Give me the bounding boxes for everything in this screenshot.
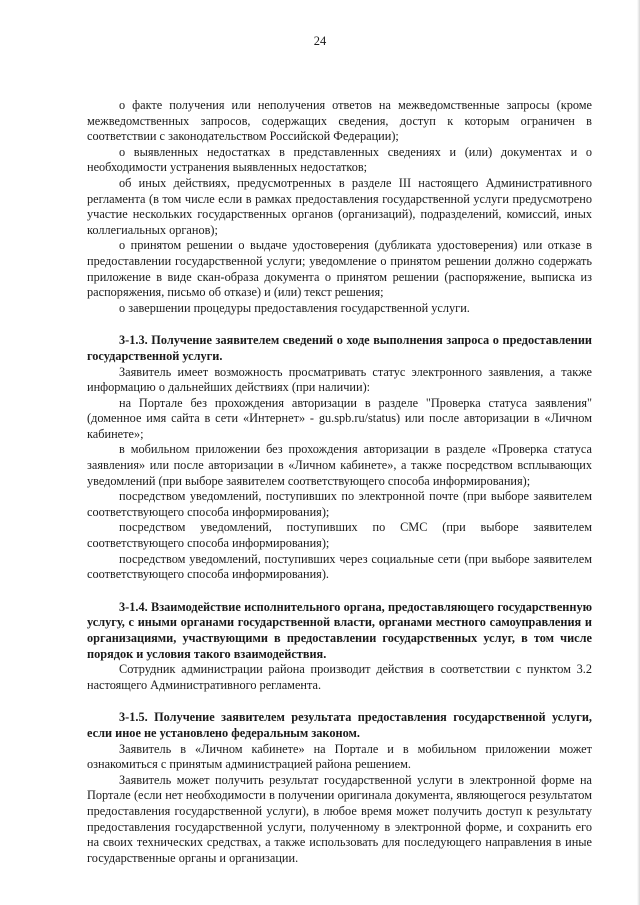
paragraph: посредством уведомлений, поступивших через социальные сети (при выборе заявителем соответствующего способа информирования). bbox=[87, 551, 592, 582]
section-heading: 3-1.4. Взаимодействие исполнительного органа, предоставляющего государственную услугу, с иными органами государственной власти, органами местного самоуправления и организациями, участвующими в предоставлении государственных услуг, в том числе порядок и условия такого взаимодействия. bbox=[87, 599, 592, 661]
paragraph: об иных действиях, предусмотренных в разделе III настоящего Административного регламента (в том числе если в рамках предоставления государственной услуги предусмотрено участие нескольких государственных органов (организаций), подразделений, комиссий, иных коллегиальных органов); bbox=[87, 175, 592, 237]
paragraph: посредством уведомлений, поступивших по СМС (при выборе заявителем соответствующего способа информирования); bbox=[87, 520, 592, 551]
section-gap bbox=[87, 316, 592, 333]
section-gap bbox=[87, 693, 592, 710]
document-body bbox=[87, 98, 592, 866]
paragraph: о факте получения или неполучения ответов на межведомственные запросы (кроме межведомственных запросов, содержащих сведения, доступ к которым ограничен в соответствии с законодательством Российской Федерации); bbox=[87, 98, 592, 144]
paragraph: о принятом решении о выдаче удостоверения (дубликата удостоверения) или отказе в предоставлении государственной услуги; уведомление о принятом решении должно содержать приложение в виде скан-образа документа о принятом решении (распоряжение, выписка из распоряжения, письмо об отказе) и (или) текст решения; bbox=[87, 238, 592, 300]
section-gap bbox=[87, 583, 592, 600]
paragraph: о завершении процедуры предоставления государственной услуги. bbox=[119, 300, 470, 315]
paragraph: в мобильном приложении без прохождения авторизации в разделе «Проверка статуса заявления» или после авторизации в «Личном кабинете», а также посредством всплывающих уведомлений (при выборе заявителем соответствующего способа информирования); bbox=[87, 442, 592, 488]
paragraph: о выявленных недостатках в представленных сведениях и (или) документах и о необходимости устранения выявленных недостатков; bbox=[87, 144, 592, 175]
paragraph: посредством уведомлений, поступивших по электронной почте (при выборе заявителем соответствующего способа информирования); bbox=[87, 489, 592, 519]
section-heading: 3-1.5. Получение заявителем результата предоставления государственной услуги, если иное не установлено федеральным законом. bbox=[87, 710, 592, 740]
paragraph: Заявитель может получить результат государственной услуги в электронной форме на Портале (если нет необходимости в получении оригинала документа, являющегося результатом предоставления государственной услуги), в любое время может получить доступ к результату предоставления государственной услуги, полученному в электронной форме, и сохранить его на своих технических средствах, а также использовать для последующего направления в иные государственные органы и организации. bbox=[87, 772, 592, 865]
paragraph: Заявитель в «Личном кабинете» на Портале и в мобильном приложении может ознакомиться с принятым администрацией района решением. bbox=[87, 741, 592, 772]
paragraph: Заявитель имеет возможность просматривать статус электронного заявления, а также информацию о дальнейших действиях (при наличии): bbox=[87, 364, 592, 395]
paragraph: Сотрудник администрации района производит действия в соответствии с пунктом 3.2 настоящего Административного регламента. bbox=[87, 662, 592, 692]
page-number: 24 bbox=[313, 34, 327, 48]
section-heading: 3-1.3. Получение заявителем сведений о ходе выполнения запроса о предоставлении государственной услуги. bbox=[87, 333, 592, 363]
paragraph: на Портале без прохождения авторизации в разделе "Проверка статуса заявления" (доменное имя сайта в сети «Интернет» - gu.spb.ru/status) или после авторизации в «Личном кабинете»; bbox=[87, 395, 592, 441]
